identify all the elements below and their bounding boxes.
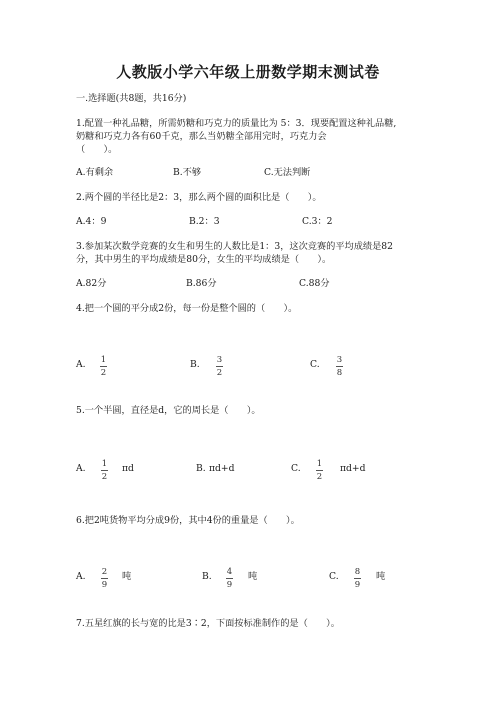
question-4-option-b-fraction: [216, 355, 223, 378]
question-5-option-c-suffix: πd+d: [340, 463, 366, 474]
question-5-option-a-suffix: πd: [122, 463, 134, 474]
question-3-line-2: 分，其中男生的平均成绩是80分，女生的平均成绩是（ ）。: [76, 254, 332, 265]
question-6-option-a-suffix: 吨: [122, 571, 132, 582]
question-5-option-c-letter: C.: [291, 463, 301, 474]
question-3-option-c: C.88分: [299, 278, 330, 289]
question-5-option-b-text: πd+d: [209, 463, 235, 474]
question-7-line-1: 7.五星红旗的长与宽的比是3∶2，下面按标准制作的是（ ）。: [76, 618, 340, 629]
question-5-option-b-letter: B.: [196, 463, 206, 474]
question-2-option-c: C.3：2: [302, 216, 333, 227]
fraction-bar: [226, 578, 233, 579]
question-6-option-b-fraction: [226, 567, 233, 590]
question-6-option-b-suffix: 吨: [248, 571, 258, 582]
fraction-bar: [354, 578, 361, 579]
fraction-bar: [100, 366, 107, 367]
fraction-bar: [336, 366, 343, 367]
question-3-line-1: 3.参加某次数学竞赛的女生和男生的人数比是1：3，这次竞赛的平均成绩是82: [76, 241, 393, 252]
question-1-line-2: 奶糖和巧克力各有60千克，那么当奶糖全部用完时，巧克力会: [76, 131, 327, 142]
fraction-denominator: 9: [354, 580, 361, 590]
fraction-denominator: 9: [101, 580, 108, 590]
fraction-numerator: 3: [216, 355, 223, 365]
question-6-option-c-suffix: 吨: [376, 571, 386, 582]
page-title: 人教版小学六年级上册数学期末测试卷: [116, 63, 380, 81]
fraction-numerator: 2: [101, 567, 108, 577]
fraction-numerator: 8: [354, 567, 361, 577]
question-4-option-a-fraction: [100, 355, 107, 378]
question-1-line-1: 1.配置一种礼品糖，所需奶糖和巧克力的质量比为 5：3．现要配置这种礼品糖,: [76, 118, 397, 129]
fraction-numerator: 1: [100, 355, 107, 365]
question-5-option-a-letter: A.: [76, 463, 86, 474]
question-1-option-a: A.有剩余: [76, 167, 114, 178]
fraction-bar: [101, 578, 108, 579]
question-5-line-1: 5.一个半圆，直径是d，它的周长是（ ）。: [76, 405, 261, 416]
fraction-denominator: 2: [316, 472, 323, 482]
question-6-line-1: 6.把2吨货物平均分成9份，其中4份的重量是（ ）。: [76, 515, 300, 526]
question-1-option-b: B.不够: [173, 167, 202, 178]
question-4-line-1: 4.把一个圆的平分成2份，每一份是整个圆的（ ）。: [76, 303, 298, 314]
question-2-line-1: 2.两个圆的半径比是2：3，那么两个圆的面积比是（ ）。: [76, 192, 322, 203]
fraction-numerator: 1: [101, 459, 108, 469]
question-1-option-c: C.无法判断: [264, 167, 311, 178]
question-6-option-c-fraction: [354, 567, 361, 590]
fraction-bar: [101, 470, 108, 471]
question-6-option-a-letter: A.: [76, 571, 86, 582]
question-5-option-a-fraction: [101, 459, 108, 482]
question-5-option-c-fraction: [316, 459, 323, 482]
fraction-numerator: 3: [336, 355, 343, 365]
fraction-bar: [216, 366, 223, 367]
question-6-option-b-letter: B.: [202, 571, 212, 582]
fraction-denominator: 8: [336, 368, 343, 378]
question-4-option-c-letter: C.: [310, 359, 320, 370]
section-heading: 一.选择题(共8题，共16分): [76, 93, 187, 104]
fraction-numerator: 4: [226, 567, 233, 577]
fraction-numerator: 1: [316, 459, 323, 469]
question-1-line-3: （ ）。: [76, 144, 118, 155]
fraction-bar: [316, 470, 323, 471]
question-4-option-a-letter: A.: [76, 359, 86, 370]
fraction-denominator: 2: [216, 368, 223, 378]
question-2-option-b: B.2：3: [189, 216, 220, 227]
question-6-option-c-letter: C.: [329, 571, 339, 582]
fraction-denominator: 9: [226, 580, 233, 590]
fraction-denominator: 2: [100, 368, 107, 378]
question-4-option-c-fraction: [336, 355, 343, 378]
question-6-option-a-fraction: [101, 567, 108, 590]
question-2-option-a: A.4：9: [76, 216, 107, 227]
question-3-option-b: B.86分: [186, 278, 217, 289]
fraction-denominator: 2: [101, 472, 108, 482]
question-4-option-b-letter: B.: [190, 359, 200, 370]
question-3-option-a: A.82分: [76, 278, 107, 289]
